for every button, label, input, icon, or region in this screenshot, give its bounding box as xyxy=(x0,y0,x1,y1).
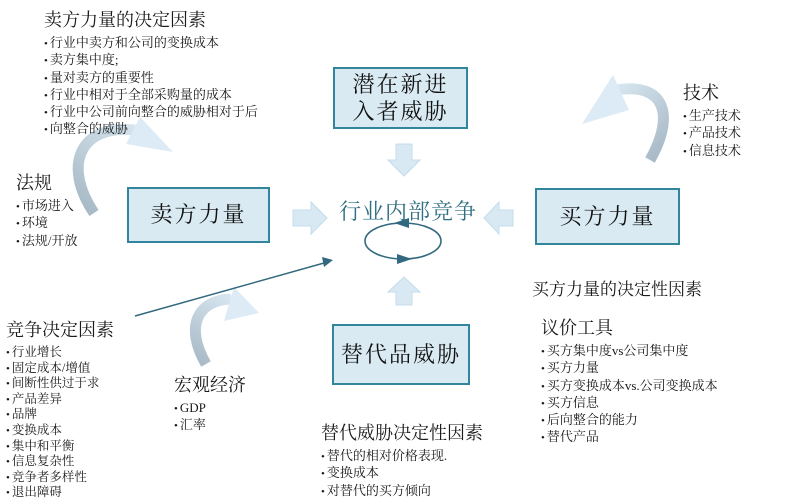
section-title: 议价工具 xyxy=(541,318,613,338)
list-item-text: 生产技术 xyxy=(688,108,741,123)
list-item xyxy=(6,361,114,377)
list-item xyxy=(541,343,718,360)
list-item xyxy=(44,87,258,104)
list-item-text: GDP xyxy=(179,400,206,415)
list-item xyxy=(541,429,718,446)
list-item-text: 行业中卖方和公司的变换成本 xyxy=(49,35,219,50)
bullet-icon: • xyxy=(541,432,545,445)
list-item-text: 替代的相对价格表现. xyxy=(326,448,448,463)
bullet-icon: • xyxy=(44,107,48,120)
list-item xyxy=(6,485,114,501)
list-item xyxy=(321,483,483,500)
bullet-icon: • xyxy=(6,409,10,422)
list-item xyxy=(44,104,258,121)
node-buyer-power xyxy=(535,188,680,245)
list-item xyxy=(683,143,741,160)
list-item-text: 退出障碍 xyxy=(11,485,62,500)
bullet-icon: • xyxy=(321,485,325,498)
node-new-entrants xyxy=(333,67,468,129)
list-item xyxy=(6,423,114,439)
list-item-text: 卖方集中度; xyxy=(49,52,119,68)
node-label: 卖方力量 xyxy=(150,202,247,228)
list-item xyxy=(541,412,718,429)
bullet-icon: • xyxy=(321,451,325,463)
list-item-text: 市场进入 xyxy=(21,198,74,213)
arrow-up-substitutes-to-center-icon xyxy=(388,277,420,305)
list-item-text: 行业增长 xyxy=(11,345,62,359)
node-substitutes xyxy=(332,324,470,385)
list-item-text: 变换成本 xyxy=(326,465,379,481)
bullet-icon: • xyxy=(6,347,10,359)
list-item xyxy=(321,465,483,482)
list-item xyxy=(541,378,718,395)
list-item-text: 竞争者多样性 xyxy=(11,469,87,484)
list-item-text: 品牌 xyxy=(11,407,37,422)
bullet-list xyxy=(541,343,718,447)
list-item xyxy=(321,448,483,465)
node-label-line: 入者威胁 xyxy=(352,99,449,124)
bullet-list xyxy=(174,400,246,435)
bullet-icon: • xyxy=(683,128,687,141)
list-item-text: 后向整合的能力 xyxy=(546,412,638,428)
section-regulation xyxy=(16,169,77,250)
list-item-text: 量对卖方的重要性 xyxy=(49,69,154,85)
bullet-icon: • xyxy=(541,380,545,393)
list-item xyxy=(6,345,114,361)
list-item xyxy=(6,392,114,408)
bullet-list xyxy=(321,448,483,500)
list-item-text: 法规/开放 xyxy=(21,232,78,248)
bullet-icon: • xyxy=(174,420,178,433)
list-item xyxy=(6,454,114,470)
bullet-icon: • xyxy=(16,201,20,213)
center-rivalry-label: 行业内部竞争 xyxy=(339,199,478,224)
node-label: 买方力量 xyxy=(559,203,656,229)
list-item-text: 产品差异 xyxy=(11,391,62,406)
list-item-text: 买方变换成本vs.公司变换成本 xyxy=(546,377,718,393)
list-item-text: 买方信息 xyxy=(546,394,599,410)
section-title: 卖方力量的决定因素 xyxy=(44,10,206,30)
list-item xyxy=(6,407,114,423)
list-item xyxy=(541,360,718,377)
swoosh-arrow-technology-icon xyxy=(582,75,663,160)
bullet-icon: • xyxy=(683,145,687,158)
bullet-icon: • xyxy=(16,218,20,231)
list-item xyxy=(541,395,718,412)
bullet-icon: • xyxy=(541,346,545,358)
node-label: 替代品威胁 xyxy=(340,341,461,367)
arrow-left-buyer-to-center-icon xyxy=(484,202,513,234)
section-title: 替代威胁决定性因素 xyxy=(321,423,483,443)
section-substitute-determinants xyxy=(321,419,483,500)
bullet-icon: • xyxy=(44,38,48,50)
list-item-text: 买方力量 xyxy=(546,360,599,376)
list-item xyxy=(6,376,114,392)
list-item-text: 对替代的买方倾向 xyxy=(326,482,431,498)
bullet-icon: • xyxy=(6,378,10,391)
list-item-text: 行业中相对于全部采购量的成本 xyxy=(49,86,232,102)
bullet-icon: • xyxy=(6,424,10,437)
bullet-icon: • xyxy=(6,362,10,375)
bullet-icon: • xyxy=(174,403,178,415)
list-item xyxy=(44,52,258,69)
bullet-icon: • xyxy=(44,89,48,102)
section-competition-determinants xyxy=(6,316,114,501)
bullet-icon: • xyxy=(321,468,325,481)
bullet-icon: • xyxy=(6,393,10,406)
list-item-text: 买方集中度vs公司集中度 xyxy=(546,343,689,358)
bullet-icon: • xyxy=(683,111,687,123)
bullet-icon: • xyxy=(6,440,10,453)
section-buyer-determinants xyxy=(532,275,702,303)
arrow-right-supplier-to-center-icon xyxy=(293,202,327,234)
list-item-text: 环境 xyxy=(21,215,48,231)
list-item-text: 替代产品 xyxy=(546,429,599,445)
list-item xyxy=(44,121,258,138)
bullet-icon: • xyxy=(6,456,10,469)
bullet-icon: • xyxy=(6,471,10,484)
bullet-icon: • xyxy=(541,363,545,376)
swoosh-arrow-macro-economy-icon xyxy=(195,287,259,364)
section-title: 法规 xyxy=(16,173,52,193)
list-item-text: 产品技术 xyxy=(688,125,741,141)
list-item xyxy=(6,439,114,455)
list-item xyxy=(16,233,77,250)
bullet-list xyxy=(44,35,258,139)
section-title: 宏观经济 xyxy=(174,375,246,395)
bullet-icon: • xyxy=(541,397,545,410)
bullet-list xyxy=(16,198,77,250)
node-label-line: 潜在新进 xyxy=(352,71,449,97)
bullet-list xyxy=(683,108,741,160)
list-item xyxy=(16,198,77,215)
list-item xyxy=(683,108,741,125)
list-item-text: 汇率 xyxy=(179,417,206,433)
list-item xyxy=(44,35,258,52)
list-item-text: 固定成本/增值 xyxy=(11,360,91,375)
bullet-icon: • xyxy=(16,235,20,248)
bullet-icon: • xyxy=(6,487,10,500)
list-item-text: 向整合的威胁 xyxy=(49,121,128,137)
list-item xyxy=(6,470,114,486)
section-title: 买方力量的决定性因素 xyxy=(532,280,702,299)
section-title: 技术 xyxy=(683,83,719,103)
list-item xyxy=(174,417,246,434)
list-item-text: 信息技术 xyxy=(688,142,741,158)
list-item-text: 信息复杂性 xyxy=(11,454,75,469)
bullet-icon: • xyxy=(541,415,545,428)
list-item-text: 变换成本 xyxy=(11,422,62,437)
bullet-icon: • xyxy=(44,55,48,68)
section-title: 竞争决定因素 xyxy=(6,320,114,340)
section-bargaining-tools xyxy=(541,314,718,447)
list-item xyxy=(174,400,246,417)
list-item xyxy=(683,125,741,142)
list-item-text: 间断性供过于求 xyxy=(11,376,100,391)
list-item xyxy=(16,215,77,232)
bullet-icon: • xyxy=(44,72,48,85)
list-item-text: 行业中公司前向整合的威胁相对于后 xyxy=(49,104,258,120)
arrow-down-entrants-to-center-icon xyxy=(388,144,420,176)
bullet-list xyxy=(6,345,114,501)
section-technology xyxy=(683,79,741,160)
section-macro-economy xyxy=(174,371,246,435)
section-supplier-determinants xyxy=(44,6,258,139)
node-supplier-power xyxy=(127,187,270,243)
list-item xyxy=(44,70,258,87)
list-item-text: 集中和平衡 xyxy=(11,438,75,453)
bullet-icon: • xyxy=(44,124,48,137)
